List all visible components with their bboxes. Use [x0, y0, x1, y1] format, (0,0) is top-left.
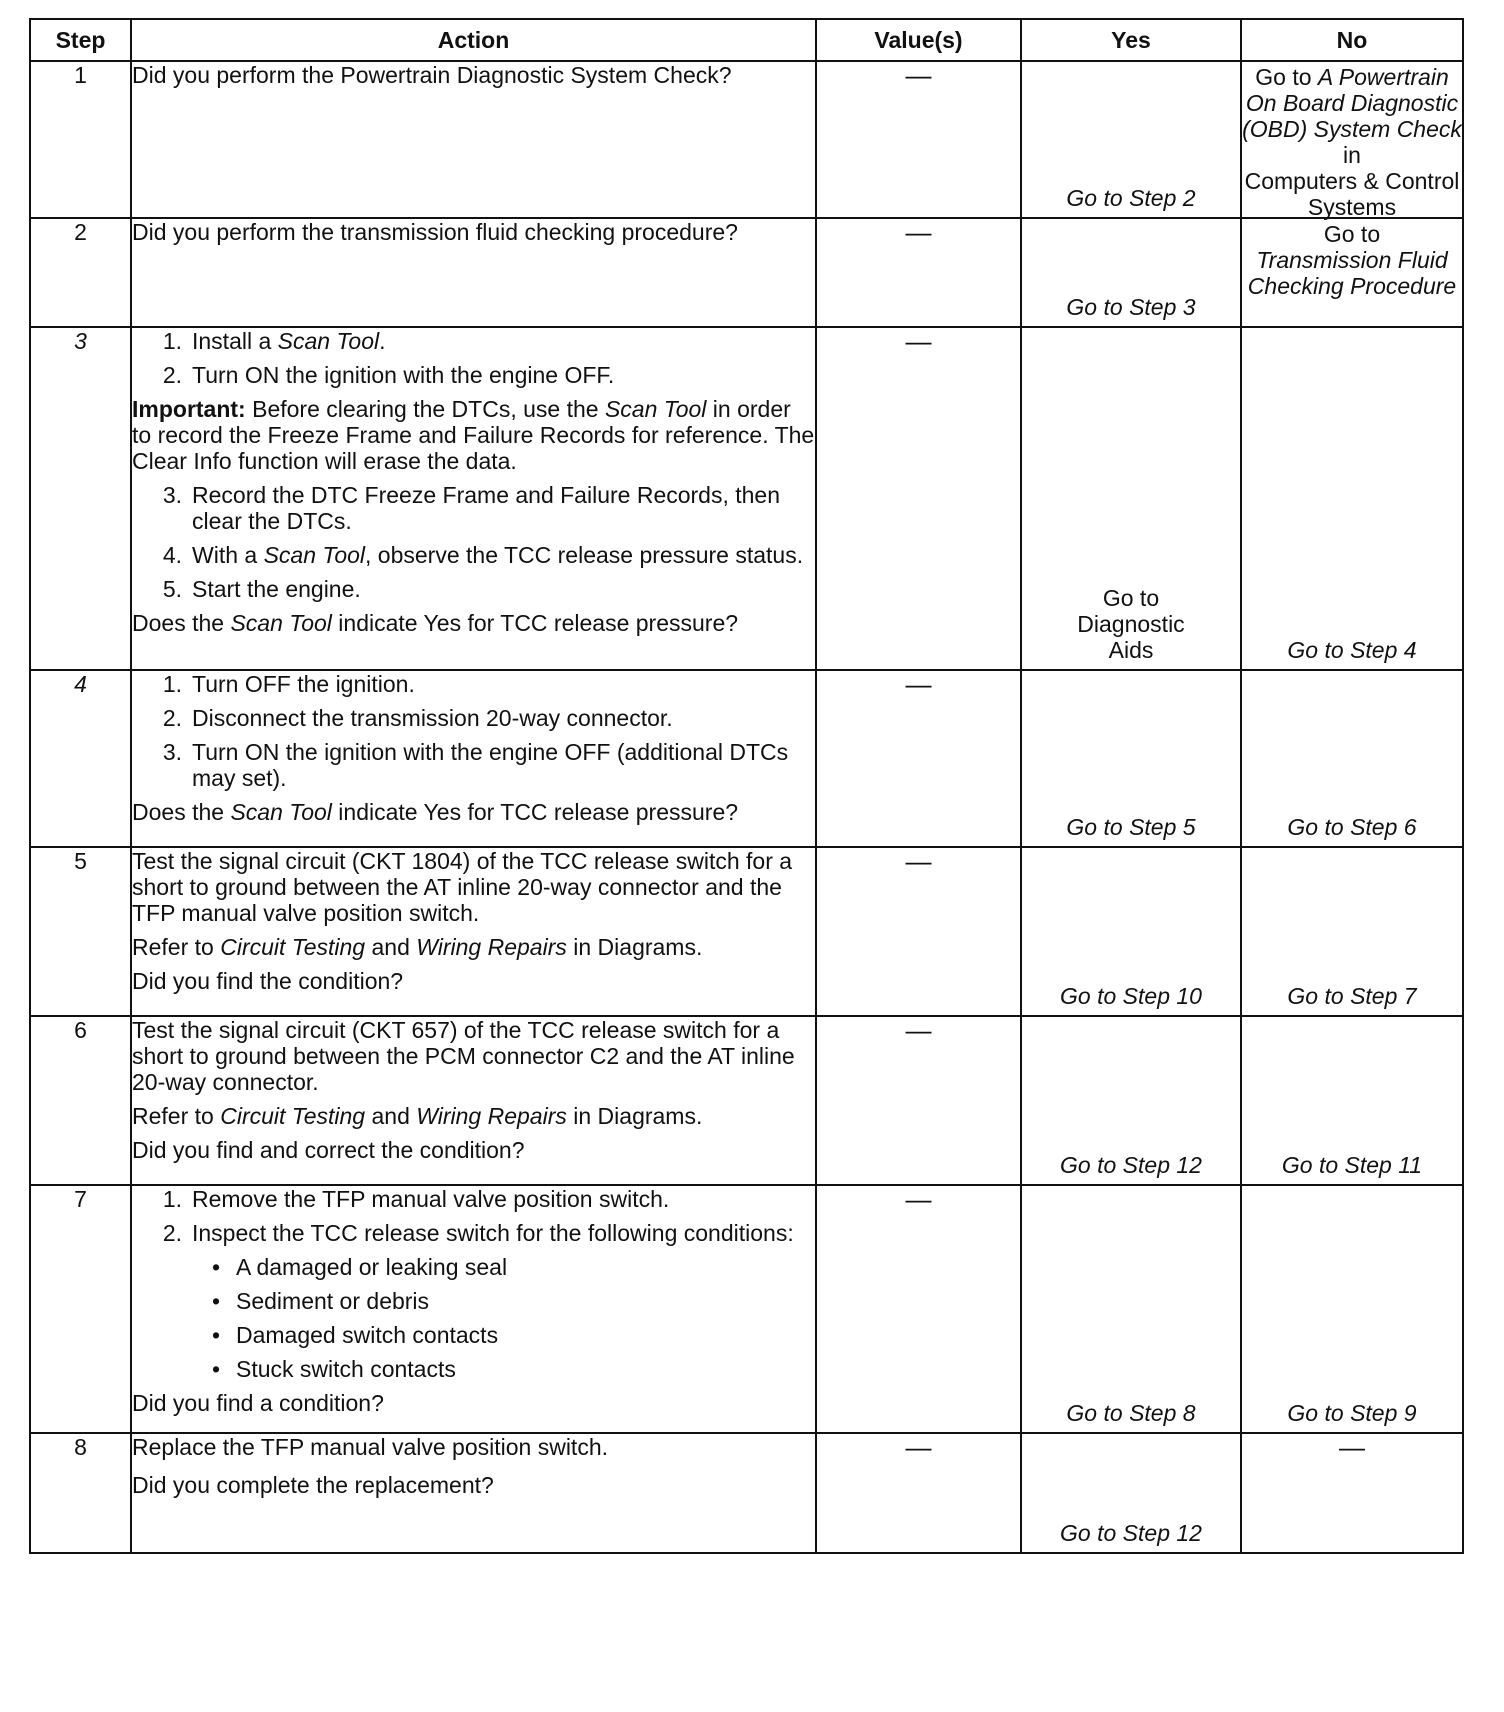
- action-cell: [131, 218, 816, 327]
- item-number: 4.: [162, 542, 182, 568]
- step-cell: [30, 1185, 131, 1433]
- item-text: Disconnect the transmission 20-way connector.: [192, 705, 673, 731]
- yes-result: Go to Step 8: [1066, 1400, 1196, 1426]
- step-cell: [30, 218, 131, 327]
- no-result: Go to Step 9: [1287, 1400, 1417, 1426]
- yes-cell: [1021, 670, 1241, 847]
- no-result: Go to Step 7: [1287, 983, 1417, 1009]
- action-question: Did you perform the Powertrain Diagnostic System Check?: [132, 62, 732, 88]
- bullet-text: Sediment or debris: [236, 1288, 430, 1314]
- reference-text: Refer to: [132, 1103, 221, 1129]
- item-text: [192, 542, 815, 568]
- header-action: Action: [131, 19, 816, 61]
- question-text: Does the: [132, 610, 231, 636]
- step-number: 2: [74, 219, 87, 245]
- bullet-item: [132, 1254, 815, 1280]
- value-cell: —: [816, 847, 1021, 1016]
- list-item: [132, 362, 815, 388]
- no-result-mid: in: [1343, 142, 1361, 168]
- reference-line: [132, 934, 815, 960]
- important-text: Before clearing the DTCs, use the: [245, 396, 605, 422]
- item-text: [192, 328, 815, 354]
- no-cell: [1241, 1016, 1463, 1185]
- table-row: [30, 1433, 1463, 1553]
- action-paragraph: Test the signal circuit (CKT 657) of the TCC release switch for a short to ground between the PCM connector C2 and the AT inline 20-way connector.: [132, 1017, 795, 1095]
- yes-result: Go to Step 3: [1066, 294, 1196, 320]
- yes-result: Go to Step 12: [1060, 1520, 1202, 1546]
- step-number: 3: [74, 328, 87, 354]
- reference-link: Circuit Testing: [220, 1103, 366, 1129]
- bullet-text: Stuck switch contacts: [236, 1356, 456, 1382]
- value-cell: —: [816, 1433, 1021, 1553]
- step-number: 7: [74, 1186, 87, 1212]
- item-number: 1.: [162, 671, 182, 697]
- list-item: [132, 328, 815, 354]
- step-number: 8: [74, 1434, 87, 1460]
- item-number: 1.: [162, 1186, 182, 1212]
- table-row: [30, 847, 1463, 1016]
- no-cell: [1241, 61, 1463, 218]
- item-text: Turn OFF the ignition.: [192, 671, 415, 697]
- value-cell: —: [816, 218, 1021, 327]
- list-item: [132, 576, 815, 602]
- action-paragraph: Test the signal circuit (CKT 1804) of the TCC release switch for a short to ground between the AT inline 20-way connector and the TFP manual valve position switch.: [132, 848, 793, 926]
- question-emphasis: Scan Tool: [230, 610, 332, 636]
- question-emphasis: Scan Tool: [230, 799, 332, 825]
- reference-link: Wiring Repairs: [416, 1103, 567, 1129]
- no-result-link: Transmission Fluid Checking Procedure: [1247, 247, 1457, 299]
- step-cell: [30, 670, 131, 847]
- action-question: Did you find the condition?: [132, 968, 404, 994]
- step-cell: [30, 61, 131, 218]
- item-text: Remove the TFP manual valve position switch.: [192, 1186, 670, 1212]
- header-no: No: [1241, 19, 1463, 61]
- yes-result: Go to Step 5: [1066, 814, 1196, 840]
- question-text: indicate Yes for TCC release pressure?: [331, 610, 739, 636]
- bullet-item: [132, 1322, 815, 1348]
- important-label: Important:: [132, 396, 246, 422]
- action-cell: [131, 847, 816, 1016]
- no-result: Go to Step 11: [1281, 1152, 1423, 1178]
- item-text-part: Install a: [192, 328, 278, 354]
- action-cell: [131, 1433, 816, 1553]
- table-row: [30, 327, 1463, 670]
- yes-cell: [1021, 327, 1241, 670]
- item-text: Start the engine.: [192, 576, 361, 602]
- item-number: 2.: [162, 362, 182, 388]
- no-cell: [1241, 670, 1463, 847]
- bullet-item: [132, 1356, 815, 1382]
- action-cell: [131, 670, 816, 847]
- yes-result: Go to Step 2: [1066, 185, 1196, 211]
- header-values: Value(s): [816, 19, 1021, 61]
- bullet-icon: •: [212, 1356, 221, 1382]
- action-cell: [131, 1185, 816, 1433]
- list-item: [132, 1220, 815, 1246]
- step-number: 5: [74, 848, 87, 874]
- item-number: 3.: [162, 739, 182, 765]
- yes-cell: [1021, 1185, 1241, 1433]
- yes-cell: [1021, 1433, 1241, 1553]
- value-cell: —: [816, 61, 1021, 218]
- list-item: [132, 482, 815, 534]
- bullet-item: [132, 1288, 815, 1314]
- no-result-prefix: Go to: [1255, 64, 1318, 90]
- reference-text: and: [365, 934, 417, 960]
- item-emphasis: Scan Tool: [277, 328, 380, 354]
- step-number: 6: [74, 1017, 87, 1043]
- question-text: indicate Yes for TCC release pressure?: [331, 799, 739, 825]
- important-text: in order to record the Freeze Frame and Failure Records for reference. The Clear Info function will erase the data.: [132, 396, 815, 474]
- no-cell: —: [1241, 1433, 1463, 1553]
- item-text: Turn ON the ignition with the engine OFF.: [192, 362, 615, 388]
- reference-link: Wiring Repairs: [416, 934, 567, 960]
- no-result: Go to Step 4: [1287, 637, 1417, 663]
- yes-result: Go to Step 10: [1060, 983, 1202, 1009]
- list-item: [132, 739, 815, 791]
- item-text: Turn ON the ignition with the engine OFF (additional DTCs may set).: [192, 739, 789, 791]
- no-cell: [1241, 847, 1463, 1016]
- step-cell: [30, 847, 131, 1016]
- no-cell: [1241, 218, 1463, 327]
- action-cell: [131, 1016, 816, 1185]
- action-cell: [131, 327, 816, 670]
- bullet-text: A damaged or leaking seal: [236, 1254, 508, 1280]
- item-number: 3.: [162, 482, 182, 508]
- step-cell: [30, 327, 131, 670]
- no-result: [1242, 221, 1462, 299]
- action-paragraph: Replace the TFP manual valve position switch.: [132, 1434, 609, 1460]
- list-item: [132, 671, 815, 697]
- list-item: [132, 1186, 815, 1212]
- reference-line: [132, 1103, 815, 1129]
- diagnostic-table: [29, 18, 1464, 1554]
- list-item: [132, 705, 815, 731]
- table-row: [30, 670, 1463, 847]
- item-emphasis: Scan Tool: [263, 542, 366, 568]
- header-yes: Yes: [1021, 19, 1241, 61]
- item-number: 5.: [162, 576, 182, 602]
- no-result-prefix: Go to: [1323, 221, 1381, 247]
- action-question: Did you find and correct the condition?: [132, 1137, 525, 1163]
- reference-text: in Diagrams.: [566, 934, 703, 960]
- reference-text: in Diagrams.: [566, 1103, 703, 1129]
- reference-text: Refer to: [132, 934, 221, 960]
- yes-cell: [1021, 218, 1241, 327]
- bullet-text: Damaged switch contacts: [236, 1322, 499, 1348]
- action-question: [132, 799, 815, 825]
- no-result: Go to Step 6: [1287, 814, 1417, 840]
- item-text-part: With a: [192, 542, 264, 568]
- yes-result: Go to Step 12: [1060, 1152, 1202, 1178]
- no-result-link: A Powertrain On Board Diagnostic (OBD) System Check: [1242, 64, 1462, 142]
- step-number: 1: [74, 62, 87, 88]
- yes-cell: [1021, 61, 1241, 218]
- item-text: Record the DTC Freeze Frame and Failure Records, then clear the DTCs.: [192, 482, 781, 534]
- yes-result: Go to Diagnostic Aids: [1077, 585, 1185, 663]
- reference-link: Circuit Testing: [220, 934, 366, 960]
- reference-text: and: [365, 1103, 417, 1129]
- important-note: [132, 396, 815, 474]
- header-row: [30, 19, 1463, 61]
- value-cell: —: [816, 670, 1021, 847]
- item-text-part: .: [379, 328, 386, 354]
- table-row: [30, 1016, 1463, 1185]
- no-cell: [1241, 327, 1463, 670]
- item-number: 1.: [162, 328, 182, 354]
- step-cell: [30, 1433, 131, 1553]
- no-cell: [1241, 1185, 1463, 1433]
- item-text: Inspect the TCC release switch for the following conditions:: [192, 1220, 794, 1246]
- yes-cell: [1021, 847, 1241, 1016]
- question-text: Does the: [132, 799, 231, 825]
- value-cell: —: [816, 1016, 1021, 1185]
- list-item: [132, 542, 815, 568]
- important-emphasis: Scan Tool: [604, 396, 707, 422]
- action-question: Did you complete the replacement?: [132, 1472, 494, 1498]
- bullet-icon: •: [212, 1254, 221, 1280]
- value-cell: —: [816, 327, 1021, 670]
- item-number: 2.: [162, 705, 182, 731]
- table-row: [30, 1185, 1463, 1433]
- table-row: [30, 218, 1463, 327]
- step-cell: [30, 1016, 131, 1185]
- bullet-icon: •: [212, 1288, 221, 1314]
- table-row: [30, 61, 1463, 218]
- header-step: Step: [30, 19, 131, 61]
- action-question: [132, 610, 815, 636]
- no-result-suffix: Computers & Control Systems: [1244, 168, 1460, 220]
- bullet-icon: •: [212, 1322, 221, 1348]
- step-number: 4: [74, 671, 87, 697]
- value-cell: —: [816, 1185, 1021, 1433]
- yes-cell: [1021, 1016, 1241, 1185]
- no-result: [1242, 64, 1462, 220]
- action-question: Did you find a condition?: [132, 1390, 384, 1416]
- action-cell: [131, 61, 816, 218]
- item-number: 2.: [162, 1220, 182, 1246]
- action-question: Did you perform the transmission fluid checking procedure?: [132, 219, 738, 245]
- item-text-part: , observe the TCC release pressure status.: [365, 542, 804, 568]
